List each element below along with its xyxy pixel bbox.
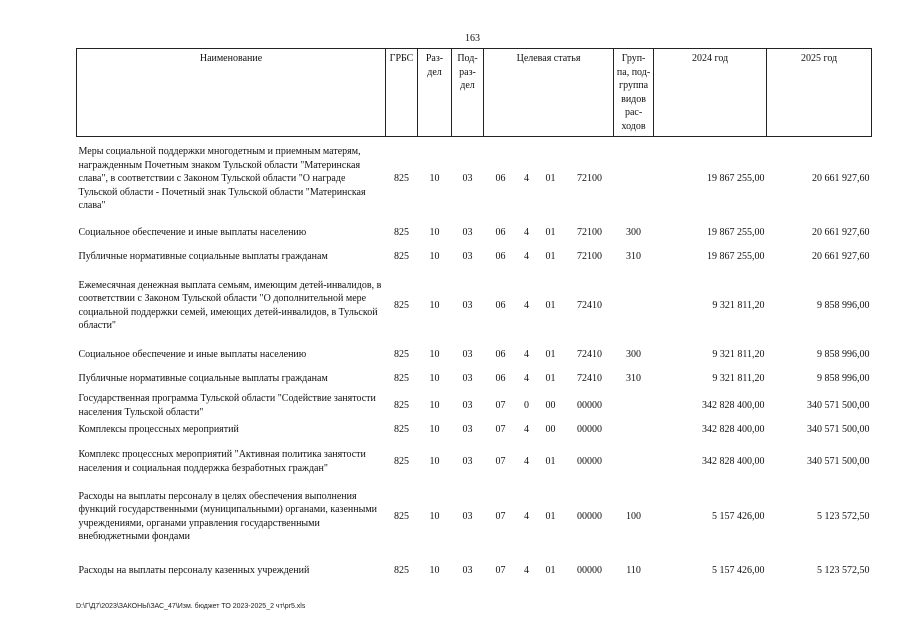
header-podrazdel: Под-раз-дел bbox=[452, 49, 484, 137]
cell-t4: 00000 bbox=[577, 423, 603, 435]
cell-y2024: 19 867 255,00 bbox=[707, 226, 765, 238]
cell-t2: 4 bbox=[524, 173, 529, 184]
cell-pr: 03 bbox=[462, 372, 473, 384]
cell-name: Публичные нормативные социальные выплаты гражданам bbox=[78, 372, 328, 384]
cell-pr: 03 bbox=[462, 564, 473, 576]
cell-y2024: 9 321 811,20 bbox=[712, 372, 765, 384]
cell-t2: 4 bbox=[524, 510, 529, 522]
table-row bbox=[77, 269, 872, 343]
cell-t1: 07 bbox=[495, 399, 506, 411]
cell-t4: 72410 bbox=[577, 299, 603, 311]
cell-grbs: 825 bbox=[394, 250, 409, 262]
cell-y2025: 20 661 927,60 bbox=[812, 173, 870, 184]
cell-y2024: 342 828 400,00 bbox=[702, 399, 765, 411]
cell-name: Государственная программа Тульской области "Содействие занятости населения Тульской области" bbox=[78, 393, 376, 418]
cell-y2025: 9 858 996,00 bbox=[817, 299, 870, 311]
cell-vr bbox=[614, 391, 654, 421]
cell-t1: 06 bbox=[495, 299, 506, 311]
cell-vr: 300 bbox=[626, 348, 642, 360]
cell-rz: 10 bbox=[429, 299, 440, 311]
cell-t3: 01 bbox=[545, 173, 556, 184]
cell-t1: 06 bbox=[495, 372, 506, 384]
cell-grbs: 825 bbox=[394, 372, 409, 384]
cell-y2025: 20 661 927,60 bbox=[812, 226, 870, 238]
cell-y2025: 340 571 500,00 bbox=[807, 423, 870, 435]
cell-t4: 00000 bbox=[577, 455, 603, 467]
table-row bbox=[77, 221, 872, 245]
cell-t4: 72100 bbox=[577, 226, 603, 238]
cell-grbs: 825 bbox=[394, 226, 409, 238]
cell-rz: 10 bbox=[429, 455, 440, 467]
header-name: Наименование bbox=[77, 49, 386, 137]
cell-y2024: 342 828 400,00 bbox=[702, 455, 765, 467]
cell-t1: 06 bbox=[495, 348, 506, 360]
cell-vr: 310 bbox=[626, 372, 642, 384]
cell-y2024: 19 867 255,00 bbox=[707, 173, 765, 184]
cell-name: Комплексы процессных мероприятий bbox=[78, 423, 239, 435]
cell-vr bbox=[614, 137, 654, 221]
header-2025: 2025 год bbox=[767, 49, 872, 137]
cell-rz: 10 bbox=[429, 510, 440, 522]
cell-rz: 10 bbox=[429, 173, 440, 184]
cell-pr: 03 bbox=[462, 399, 473, 411]
cell-vr: 100 bbox=[626, 510, 642, 522]
header-target: Целевая статья bbox=[484, 49, 614, 137]
cell-t1: 07 bbox=[495, 455, 506, 467]
cell-t4: 00000 bbox=[577, 399, 603, 411]
cell-y2024: 5 157 426,00 bbox=[712, 510, 765, 522]
cell-t1: 06 bbox=[495, 173, 506, 184]
table-row bbox=[77, 367, 872, 391]
cell-grbs: 825 bbox=[394, 299, 409, 311]
cell-t4: 00000 bbox=[577, 510, 603, 522]
cell-name: Публичные нормативные социальные выплаты гражданам bbox=[78, 250, 328, 262]
table-row bbox=[77, 439, 872, 485]
cell-t1: 06 bbox=[495, 226, 506, 238]
cell-y2024: 342 828 400,00 bbox=[702, 423, 765, 435]
cell-t4: 72100 bbox=[577, 173, 603, 184]
cell-pr: 03 bbox=[462, 299, 473, 311]
cell-y2024: 5 157 426,00 bbox=[712, 564, 765, 576]
cell-grbs: 825 bbox=[394, 399, 409, 411]
cell-y2025: 340 571 500,00 bbox=[807, 455, 870, 467]
cell-t4: 72410 bbox=[577, 348, 603, 360]
file-path-footer: D:\Г\Д7\2023\ЗАКОНЫ\ЗАС_47\Изм. бюджет ТО 2023-2025_2 чт\pr5.xls bbox=[76, 603, 306, 610]
page-number: 163 bbox=[465, 33, 480, 44]
cell-y2025: 5 123 572,50 bbox=[817, 564, 870, 576]
cell-vr bbox=[614, 439, 654, 485]
cell-t4: 00000 bbox=[577, 564, 603, 576]
cell-t2: 4 bbox=[524, 372, 529, 384]
table-row bbox=[77, 137, 872, 221]
cell-t3: 00 bbox=[545, 423, 556, 435]
cell-vr: 110 bbox=[626, 564, 641, 576]
cell-rz: 10 bbox=[429, 399, 440, 411]
cell-t3: 01 bbox=[545, 250, 556, 262]
budget-table bbox=[76, 48, 872, 593]
header-group: Груп-па, под-группа видов рас-ходов bbox=[614, 49, 654, 137]
cell-rz: 10 bbox=[429, 250, 440, 262]
cell-t3: 01 bbox=[545, 564, 556, 576]
table-row bbox=[77, 421, 872, 439]
cell-pr: 03 bbox=[462, 348, 473, 360]
cell-rz: 10 bbox=[429, 372, 440, 384]
cell-grbs: 825 bbox=[394, 348, 409, 360]
table-row bbox=[77, 549, 872, 593]
cell-name: Социальное обеспечение и иные выплаты населению bbox=[78, 348, 307, 360]
header-2024: 2024 год bbox=[654, 49, 767, 137]
cell-t3: 01 bbox=[545, 348, 556, 360]
cell-rz: 10 bbox=[429, 423, 440, 435]
cell-t2: 0 bbox=[524, 399, 529, 411]
cell-name: Социальное обеспечение и иные выплаты населению bbox=[78, 226, 307, 238]
cell-vr bbox=[614, 421, 654, 439]
cell-pr: 03 bbox=[462, 226, 473, 238]
cell-y2025: 9 858 996,00 bbox=[817, 348, 870, 360]
cell-rz: 10 bbox=[429, 348, 440, 360]
cell-name: Меры социальной поддержки многодетным и приемным матерям, награжденным Почетным знаком Тульской области "Материнская слава", в соответствии с Законом Тульской области "О награде Тульской области - Почетный знак Тульской области "Материнская слава" bbox=[78, 146, 366, 211]
cell-t3: 01 bbox=[545, 372, 556, 384]
cell-t3: 01 bbox=[545, 226, 556, 238]
cell-t3: 00 bbox=[545, 399, 556, 411]
cell-y2025: 5 123 572,50 bbox=[817, 510, 870, 522]
cell-t2: 4 bbox=[524, 226, 529, 238]
cell-name: Ежемесячная денежная выплата семьям, имеющим детей-инвалидов, в соответствии с Законом Тульской области "О дополнительной мере социальной поддержки семей, имеющих детей-инвалидов, в Тульской области" bbox=[78, 279, 382, 331]
cell-pr: 03 bbox=[462, 455, 473, 467]
cell-t1: 07 bbox=[495, 423, 506, 435]
cell-t1: 07 bbox=[495, 564, 506, 576]
cell-t3: 01 bbox=[545, 510, 556, 522]
table-row bbox=[77, 245, 872, 269]
table-header-row bbox=[77, 49, 872, 137]
cell-rz: 10 bbox=[429, 564, 440, 576]
header-razdel: Раз-дел bbox=[418, 49, 452, 137]
cell-pr: 03 bbox=[462, 250, 473, 262]
cell-pr: 03 bbox=[462, 173, 473, 184]
cell-name: Расходы на выплаты персоналу в целях обеспечения выполнения функций государственными (муниципальными) органами, казенными учреждениями, органами управления государственными внебюджетными фондами bbox=[78, 490, 378, 542]
cell-y2024: 9 321 811,20 bbox=[712, 348, 765, 360]
cell-y2024: 19 867 255,00 bbox=[707, 250, 765, 262]
cell-t1: 06 bbox=[495, 250, 506, 262]
cell-grbs: 825 bbox=[394, 423, 409, 435]
cell-vr: 310 bbox=[626, 250, 642, 262]
table-row bbox=[77, 485, 872, 549]
cell-t2: 4 bbox=[524, 455, 529, 467]
cell-y2025: 9 858 996,00 bbox=[817, 372, 870, 384]
cell-y2024: 9 321 811,20 bbox=[712, 299, 765, 311]
cell-t2: 4 bbox=[524, 299, 529, 311]
cell-grbs: 825 bbox=[394, 564, 409, 576]
cell-t2: 4 bbox=[524, 348, 529, 360]
cell-grbs: 825 bbox=[394, 510, 409, 522]
cell-t3: 01 bbox=[545, 455, 556, 467]
cell-vr bbox=[614, 269, 654, 343]
cell-y2025: 20 661 927,60 bbox=[812, 250, 870, 262]
cell-grbs: 825 bbox=[394, 455, 409, 467]
table-row bbox=[77, 391, 872, 421]
header-grbs: ГРБС bbox=[386, 49, 418, 137]
cell-t4: 72410 bbox=[577, 372, 603, 384]
cell-grbs: 825 bbox=[394, 173, 409, 184]
cell-y2025: 340 571 500,00 bbox=[807, 399, 870, 411]
cell-t1: 07 bbox=[495, 510, 506, 522]
cell-t3: 01 bbox=[545, 299, 556, 311]
table-row bbox=[77, 343, 872, 367]
cell-t2: 4 bbox=[524, 250, 529, 262]
cell-t2: 4 bbox=[524, 564, 529, 576]
cell-rz: 10 bbox=[429, 226, 440, 238]
cell-name: Комплекс процессных мероприятий "Активная политика занятости населения и социальная поддержка безработных граждан" bbox=[78, 449, 366, 474]
cell-vr: 300 bbox=[626, 226, 642, 238]
cell-name: Расходы на выплаты персоналу казенных учреждений bbox=[78, 564, 310, 576]
cell-t2: 4 bbox=[524, 423, 529, 435]
cell-pr: 03 bbox=[462, 510, 473, 522]
cell-pr: 03 bbox=[462, 423, 473, 435]
cell-t4: 72100 bbox=[577, 250, 603, 262]
